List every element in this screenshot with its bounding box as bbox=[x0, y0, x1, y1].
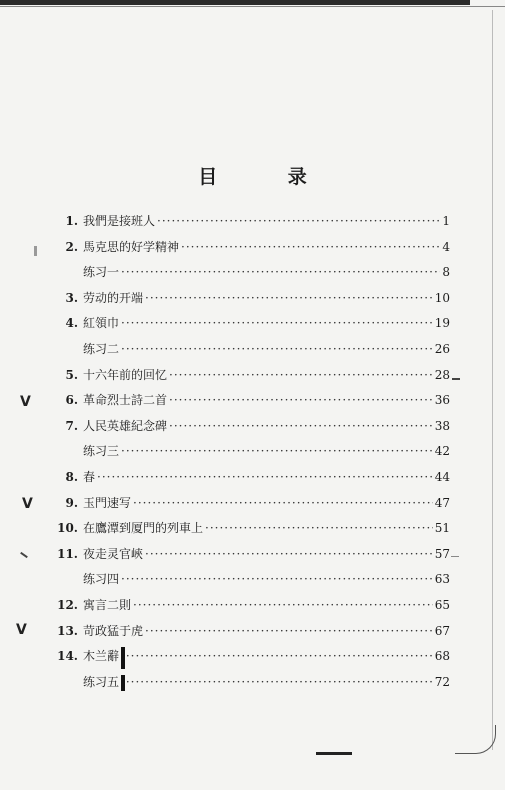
entry-title: 练习四 bbox=[83, 572, 120, 587]
entry-title: 夜走灵官峽 bbox=[83, 546, 144, 561]
dot-leader bbox=[205, 521, 433, 535]
toc-entry-2 bbox=[40, 238, 450, 264]
entry-number: 2. bbox=[65, 239, 78, 254]
dot-leader bbox=[133, 598, 433, 612]
entry-page: 10 bbox=[434, 290, 450, 305]
entry-title: 在鷹潭到厦門的列車上 bbox=[83, 521, 204, 536]
toc-entry-exercise-4 bbox=[40, 570, 450, 596]
ink-blot bbox=[121, 647, 125, 669]
scan-top-line bbox=[0, 6, 505, 7]
entry-number: 1. bbox=[65, 214, 78, 228]
entry-title: 木兰辭 bbox=[83, 649, 120, 664]
dot-leader bbox=[169, 393, 433, 407]
dot-leader bbox=[97, 470, 433, 484]
entry-number: 6. bbox=[65, 393, 78, 408]
entry-number: 4. bbox=[65, 316, 78, 331]
entry-page: 47 bbox=[434, 495, 450, 510]
entry-number: 7. bbox=[65, 418, 78, 433]
toc-entry-5 bbox=[40, 366, 450, 392]
toc-entry-exercise-1 bbox=[40, 263, 450, 289]
entry-title: 练习五 bbox=[83, 674, 120, 689]
entry-title: 苛政猛于虎 bbox=[83, 623, 144, 638]
dot-leader bbox=[121, 675, 433, 689]
entry-page: 19 bbox=[434, 316, 450, 331]
toc-entry-14 bbox=[40, 647, 450, 673]
entry-page: 63 bbox=[434, 572, 450, 587]
toc-entry-7 bbox=[40, 417, 450, 443]
entry-page: 1 bbox=[442, 214, 450, 228]
toc-entry-exercise-3 bbox=[40, 442, 450, 468]
entry-number: 3. bbox=[65, 290, 78, 305]
toc-entry-6 bbox=[40, 391, 450, 417]
ink-blot bbox=[121, 675, 125, 691]
toc-entry-9 bbox=[40, 494, 450, 520]
entry-title: 紅領巾 bbox=[83, 316, 120, 331]
entry-title: 练习一 bbox=[83, 265, 120, 280]
toc-entry-8 bbox=[40, 468, 450, 494]
entry-number: 12. bbox=[57, 597, 78, 612]
entry-title: 玉門速写 bbox=[83, 495, 132, 510]
table-of-contents bbox=[40, 212, 450, 698]
handwritten-check-mark: V bbox=[20, 394, 31, 410]
toc-entry-12 bbox=[40, 596, 450, 622]
entry-title: 练习二 bbox=[83, 341, 120, 356]
dot-leader bbox=[145, 547, 433, 561]
entry-page: 72 bbox=[434, 674, 450, 689]
entry-title: 十六年前的回忆 bbox=[83, 367, 168, 382]
page-corner-curl bbox=[455, 725, 496, 754]
entry-number: 8. bbox=[65, 469, 78, 484]
entry-page: 4 bbox=[442, 239, 450, 254]
scan-speck bbox=[34, 246, 37, 256]
entry-title: 革命烈士詩二首 bbox=[83, 393, 168, 408]
toc-entry-10 bbox=[40, 519, 450, 545]
toc-entry-exercise-5 bbox=[40, 673, 450, 699]
entry-page: 26 bbox=[434, 341, 450, 356]
dot-leader bbox=[145, 291, 433, 305]
entry-page: 42 bbox=[434, 444, 450, 459]
dot-leader bbox=[121, 265, 440, 279]
entry-page: 28 bbox=[434, 367, 450, 382]
entry-number: 14. bbox=[57, 649, 78, 664]
scan-right-edge bbox=[492, 10, 493, 750]
entry-number: 11. bbox=[57, 546, 78, 561]
toc-entry-1 bbox=[40, 212, 450, 238]
toc-entry-exercise-2 bbox=[40, 340, 450, 366]
entry-title: 馬克思的好学精神 bbox=[83, 239, 180, 254]
page-title: 目 录 bbox=[198, 166, 339, 188]
dot-leader bbox=[121, 572, 433, 586]
dot-leader bbox=[169, 368, 433, 382]
toc-entry-3 bbox=[40, 289, 450, 315]
dot-leader bbox=[121, 342, 433, 356]
entry-number: 9. bbox=[65, 495, 78, 510]
pen-stroke bbox=[20, 552, 28, 558]
scan-top-edge bbox=[0, 0, 470, 5]
entry-page: 57 bbox=[434, 546, 450, 561]
entry-title: 我們是接班人 bbox=[83, 214, 156, 228]
dot-leader bbox=[121, 649, 433, 663]
entry-title: 练习三 bbox=[83, 444, 120, 459]
entry-page: 44 bbox=[434, 469, 450, 484]
dot-leader bbox=[121, 444, 433, 458]
entry-title: 人民英雄紀念碑 bbox=[83, 418, 168, 433]
entry-title: 劳动的开端 bbox=[83, 290, 144, 305]
dot-leader bbox=[145, 624, 433, 638]
toc-entry-4 bbox=[40, 314, 450, 340]
dot-leader bbox=[181, 240, 440, 254]
entry-page: 68 bbox=[434, 649, 450, 664]
dot-leader bbox=[133, 496, 433, 510]
entry-page: 8 bbox=[442, 265, 450, 280]
dot-leader bbox=[121, 316, 433, 330]
toc-entry-11 bbox=[40, 545, 450, 571]
handwritten-check-mark: V bbox=[16, 622, 27, 638]
entry-page: 67 bbox=[434, 623, 450, 638]
entry-title: 寓言二則 bbox=[83, 597, 132, 612]
pen-stroke bbox=[452, 378, 460, 380]
toc-entry-13 bbox=[40, 622, 450, 648]
entry-number: 10. bbox=[57, 521, 78, 536]
entry-number: 5. bbox=[65, 367, 78, 382]
entry-page: 51 bbox=[434, 521, 450, 536]
entry-number: 13. bbox=[57, 623, 78, 638]
dot-leader bbox=[169, 419, 433, 433]
dot-leader bbox=[157, 214, 440, 228]
pen-stroke bbox=[451, 556, 459, 557]
entry-page: 36 bbox=[434, 393, 450, 408]
handwritten-check-mark: V bbox=[22, 496, 33, 512]
entry-page: 38 bbox=[434, 418, 450, 433]
footer-dash bbox=[316, 752, 352, 755]
entry-page: 65 bbox=[434, 597, 450, 612]
entry-title: 春 bbox=[83, 469, 96, 484]
